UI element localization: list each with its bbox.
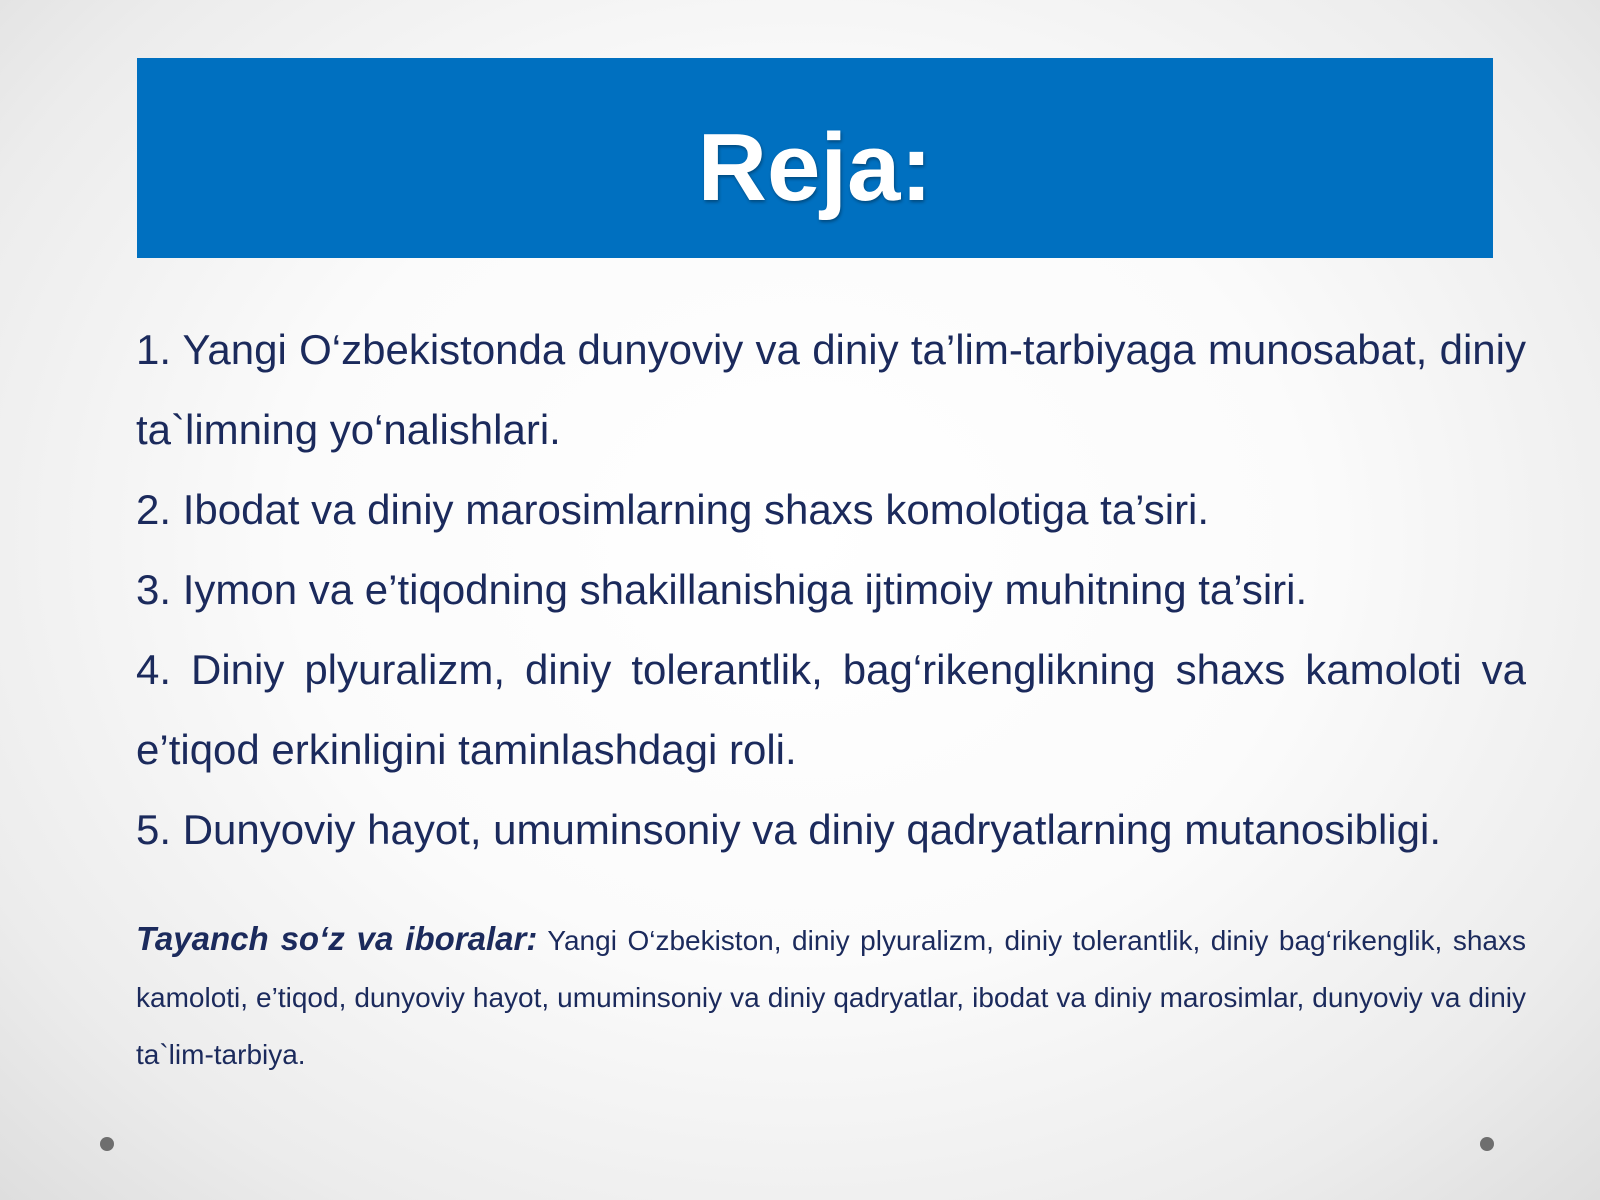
plan-list [136, 310, 1526, 870]
keywords-label: Tayanch so‘z va iboralar: [136, 920, 538, 957]
plan-item-3: 3. Iymon va e’tiqodning shakillanishiga ijtimoiy muhitning ta’siri. [136, 566, 1308, 613]
title-banner [137, 58, 1493, 258]
keywords-paragraph [136, 910, 1526, 1083]
decorative-dot-right [1480, 1137, 1494, 1151]
plan-item-1: 1. Yangi O‘zbekistonda dunyoviy va diniy ta’lim-tarbiyaga munosabat, diniy ta`limning yo‘nalishlari. [136, 326, 1526, 453]
plan-item-2: 2. Ibodat va diniy marosimlarning shaxs komolotiga ta’siri. [136, 486, 1210, 533]
plan-item-4: 4. Diniy plyuralizm, diniy tolerantlik, bag‘rikenglikning shaxs kamoloti va e’tiqod erkinligini taminlashdagi roli. [136, 646, 1526, 773]
keywords-text: Yangi O‘zbekiston, diniy plyuralizm, diniy tolerantlik, diniy bag‘rikenglik, shaxs kamoloti, e’tiqod, dunyoviy hayot, umuminsoniy va diniy qadryatlar, ibodat va diniy marosimlar, dunyoviy va diniy ta`lim-tarbiya. [136, 925, 1526, 1070]
slide-title: Reja: [697, 114, 933, 221]
plan-item-5: 5. Dunyoviy hayot, umuminsoniy va diniy qadryatlarning mutanosibligi. [136, 806, 1441, 853]
decorative-dot-left [100, 1137, 114, 1151]
